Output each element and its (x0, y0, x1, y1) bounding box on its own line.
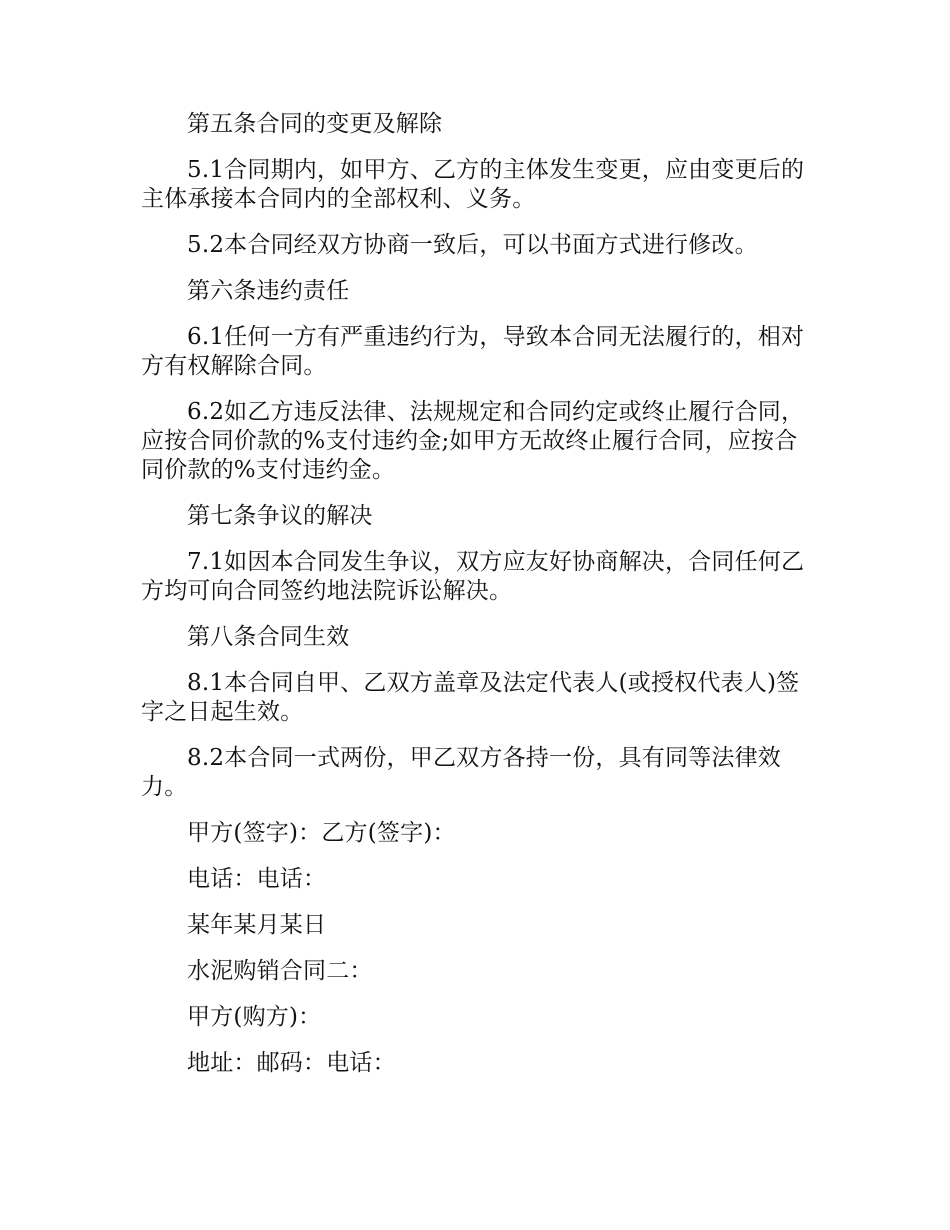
contract-two-title: 水泥购销合同二： (187, 958, 373, 984)
clause-5-1: 5.1合同期内，如甲方、乙方的主体发生变更，应由变更后的主体承接本合同内的全部权利、义务。 (141, 157, 805, 212)
document-body (141, 110, 809, 1095)
date-line: 某年某月某日 (187, 912, 327, 938)
section-heading-5: 第五条合同的变更及解除 (187, 111, 443, 137)
clause-8-2: 8.2本合同一式两份，甲乙双方各持一份，具有同等法律效力。 (141, 745, 781, 800)
section-heading-7: 第七条争议的解决 (187, 503, 373, 529)
signature-line: 甲方(签字)：乙方(签字)： (187, 820, 456, 846)
clause-8-1: 8.1本合同自甲、乙双方盖章及法定代表人(或授权代表人)签字之日起生效。 (141, 670, 800, 725)
clause-7-1: 7.1如因本合同发生争议，双方应友好协商解决，合同任何乙方均可向合同签约地法院诉讼解决。 (141, 549, 805, 604)
clause-6-2: 6.2如乙方违反法律、法规规定和合同约定或终止履行合同，应按合同价款的%支付违约金;如甲方无故终止履行合同，应按合同价款的%支付违约金。 (141, 399, 805, 483)
party-a-buyer: 甲方(购方)： (187, 1004, 322, 1030)
address-line: 地址：邮码：电话： (187, 1050, 396, 1076)
section-heading-8: 第八条合同生效 (187, 624, 350, 650)
clause-5-2: 5.2本合同经双方协商一致后，可以书面方式进行修改。 (187, 232, 758, 258)
clause-6-1: 6.1任何一方有严重违约行为，导致本合同无法履行的，相对方有权解除合同。 (141, 324, 805, 379)
section-heading-6: 第六条违约责任 (187, 278, 350, 304)
phone-line: 电话：电话： (187, 866, 327, 892)
